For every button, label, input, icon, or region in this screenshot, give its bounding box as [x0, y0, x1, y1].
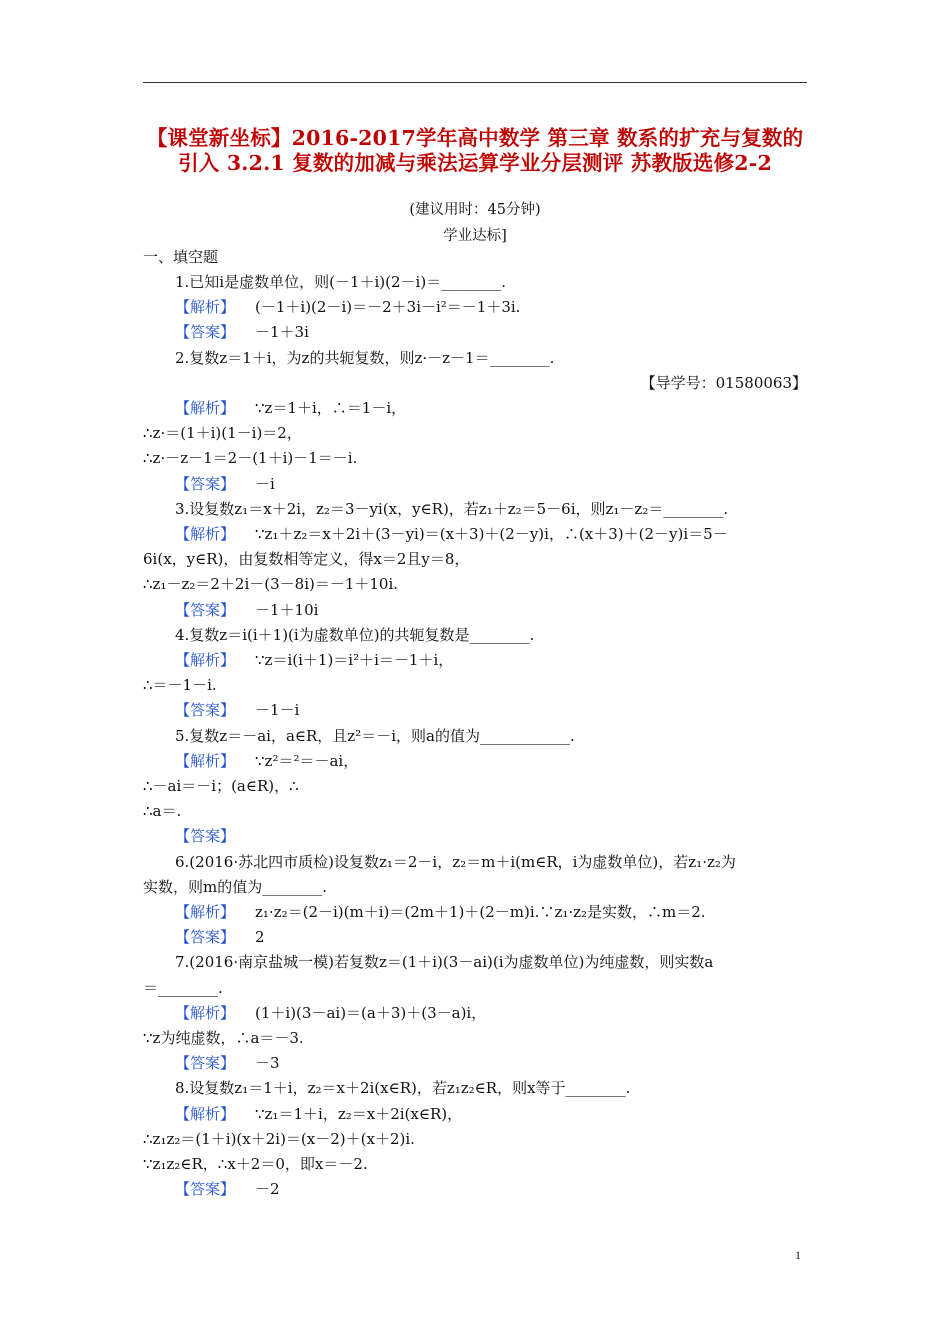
line-text: ∵z²＝²＝－ai，: [255, 751, 359, 770]
continuation-line: ∴z·－z－1＝2－(1＋i)－1＝－i.: [143, 449, 358, 468]
answer-tag: 【答案】: [175, 600, 236, 619]
line-text: －1＋3i: [255, 323, 309, 342]
answer-tag: 【答案】: [175, 474, 236, 493]
answer-tag: 【答案】: [175, 701, 236, 720]
continuation-line: ∴z·＝(1＋i)(1－i)＝2，: [143, 424, 302, 443]
guide-number: 【导学号：01580063】: [640, 373, 807, 392]
line-text: ∵z₁＋z₂＝x＋2i＋(3－yi)＝(x＋3)＋(2－y)i，∴(x＋3)＋(2－y)i＝5－: [255, 525, 728, 543]
question-line: 6.(2016·苏北四市质检)设复数z₁＝2－i，z₂＝m＋i(m∈R，i为虚数单位)，若z₁·z₂为: [175, 852, 736, 871]
continuation-line: ∵z₁z₂∈R，∴x＋2＝0，即x＝－2.: [143, 1155, 368, 1173]
continuation-line: ∴z₁－z₂＝2＋2i－(3－8i)＝－1＋10i.: [143, 575, 399, 594]
analysis-line: [143, 398, 807, 418]
answer-tag: 【答案】: [175, 1054, 236, 1073]
question-line: 1.已知i是虚数单位，则(－1＋i)(2－i)＝________.: [175, 273, 506, 291]
continuation-line: ∴＝－1－i.: [143, 676, 217, 695]
analysis-tag: 【解析】: [175, 903, 236, 921]
line-text: －1＋10i: [255, 600, 319, 619]
question-line: 3.设复数z₁＝x＋2i，z₂＝3－yi(x，y∈R)，若z₁＋z₂＝5－6i，则z₁－z₂＝________.: [175, 499, 729, 518]
analysis-tag: 【解析】: [175, 525, 236, 543]
analysis-line: [143, 297, 807, 317]
continuation-line: ∴－ai＝－i；(a∈R)，∴: [143, 777, 299, 795]
answer-line: [143, 474, 807, 494]
analysis-line: [143, 1104, 807, 1124]
section-heading: 一、填空题: [143, 248, 219, 266]
continuation-line: ∴a＝.: [143, 802, 182, 821]
page-number: 1: [795, 1248, 801, 1262]
answer-tag: 【答案】: [175, 323, 236, 342]
analysis-line: [143, 524, 807, 544]
question-line: 5.复数z＝－ai，a∈R，且z²＝－i，则a的值为____________.: [175, 726, 575, 745]
question-line: 7.(2016·南京盐城一模)若复数z＝(1＋i)(3－ai)(i为虚数单位)为纯虚数，则实数a: [175, 953, 714, 972]
question-line: 2.复数z＝1＋i，为z的共轭复数，则z·－z－1＝________.: [175, 348, 555, 367]
line-text: ∵z＝i(i＋1)＝i²＋i＝－1＋i，: [255, 651, 454, 669]
answer-line: [143, 927, 807, 947]
answer-line: [143, 1179, 807, 1199]
answer-line: [143, 600, 807, 620]
answer-tag: 【答案】: [175, 928, 236, 947]
continuation-line: 6i(x，y∈R)，由复数相等定义，得x＝2且y＝8，: [143, 550, 470, 569]
answer-line: [143, 1053, 807, 1073]
analysis-tag: 【解析】: [175, 399, 236, 417]
answer-line: [143, 322, 807, 342]
answer-line: [143, 826, 807, 846]
line-text: －i: [255, 474, 275, 493]
continuation-line: ∵z为纯虚数，∴a＝－3.: [143, 1029, 304, 1047]
continuation-line: ＝________.: [143, 978, 223, 997]
answer-tag: 【答案】: [175, 827, 236, 846]
continuation-line: 实数，则m的值为________.: [143, 877, 327, 896]
header-rule: [143, 82, 807, 83]
line-text: －2: [255, 1180, 280, 1199]
analysis-line: [143, 1003, 807, 1023]
line-text: ∵z₁＝1＋i，z₂＝x＋2i(x∈R)，: [255, 1104, 463, 1123]
line-text: (－1＋i)(2－i)＝－2＋3i－i²＝－1＋3i.: [255, 298, 521, 317]
line-text: －3: [255, 1054, 280, 1073]
analysis-tag: 【解析】: [175, 298, 236, 317]
continuation-line: ∴z₁z₂＝(1＋i)(x＋2i)＝(x－2)＋(x＋2)i.: [143, 1129, 415, 1148]
line-text: z₁·z₂＝(2－i)(m＋i)＝(2m＋1)＋(2－m)i.∵z₁·z₂是实数，∴m＝2.: [255, 903, 706, 921]
answer-line: [143, 700, 807, 720]
line-text: 2: [255, 928, 265, 947]
question-line: 4.复数z＝i(i＋1)(i为虚数单位)的共轭复数是________.: [175, 625, 535, 644]
document-title: 【课堂新坐标】2016-2017学年高中数学 第三章 数系的扩充与复数的引入 3.2.1 复数的加减与乘法运算学业分层测评 苏教版选修2-2: [146, 126, 804, 175]
analysis-tag: 【解析】: [175, 1003, 236, 1022]
question-line: 8.设复数z₁＝1＋i，z₂＝x＋2i(x∈R)，若z₁z₂∈R，则x等于________.: [175, 1079, 631, 1098]
line-text: ∵z＝1＋i，∴＝1－i，: [255, 399, 407, 417]
analysis-line: [143, 751, 807, 771]
analysis-tag: 【解析】: [175, 1104, 236, 1123]
analysis-tag: 【解析】: [175, 751, 236, 770]
line-text: (1＋i)(3－ai)＝(a＋3)＋(3－a)i，: [255, 1003, 487, 1022]
suggested-time: (建议用时：45分钟): [409, 202, 541, 218]
answer-tag: 【答案】: [175, 1180, 236, 1199]
line-text: －1－i: [255, 701, 300, 720]
analysis-line: [143, 902, 807, 922]
analysis-line: [143, 650, 807, 670]
section-label: 学业达标]: [443, 228, 507, 244]
analysis-tag: 【解析】: [175, 651, 236, 669]
